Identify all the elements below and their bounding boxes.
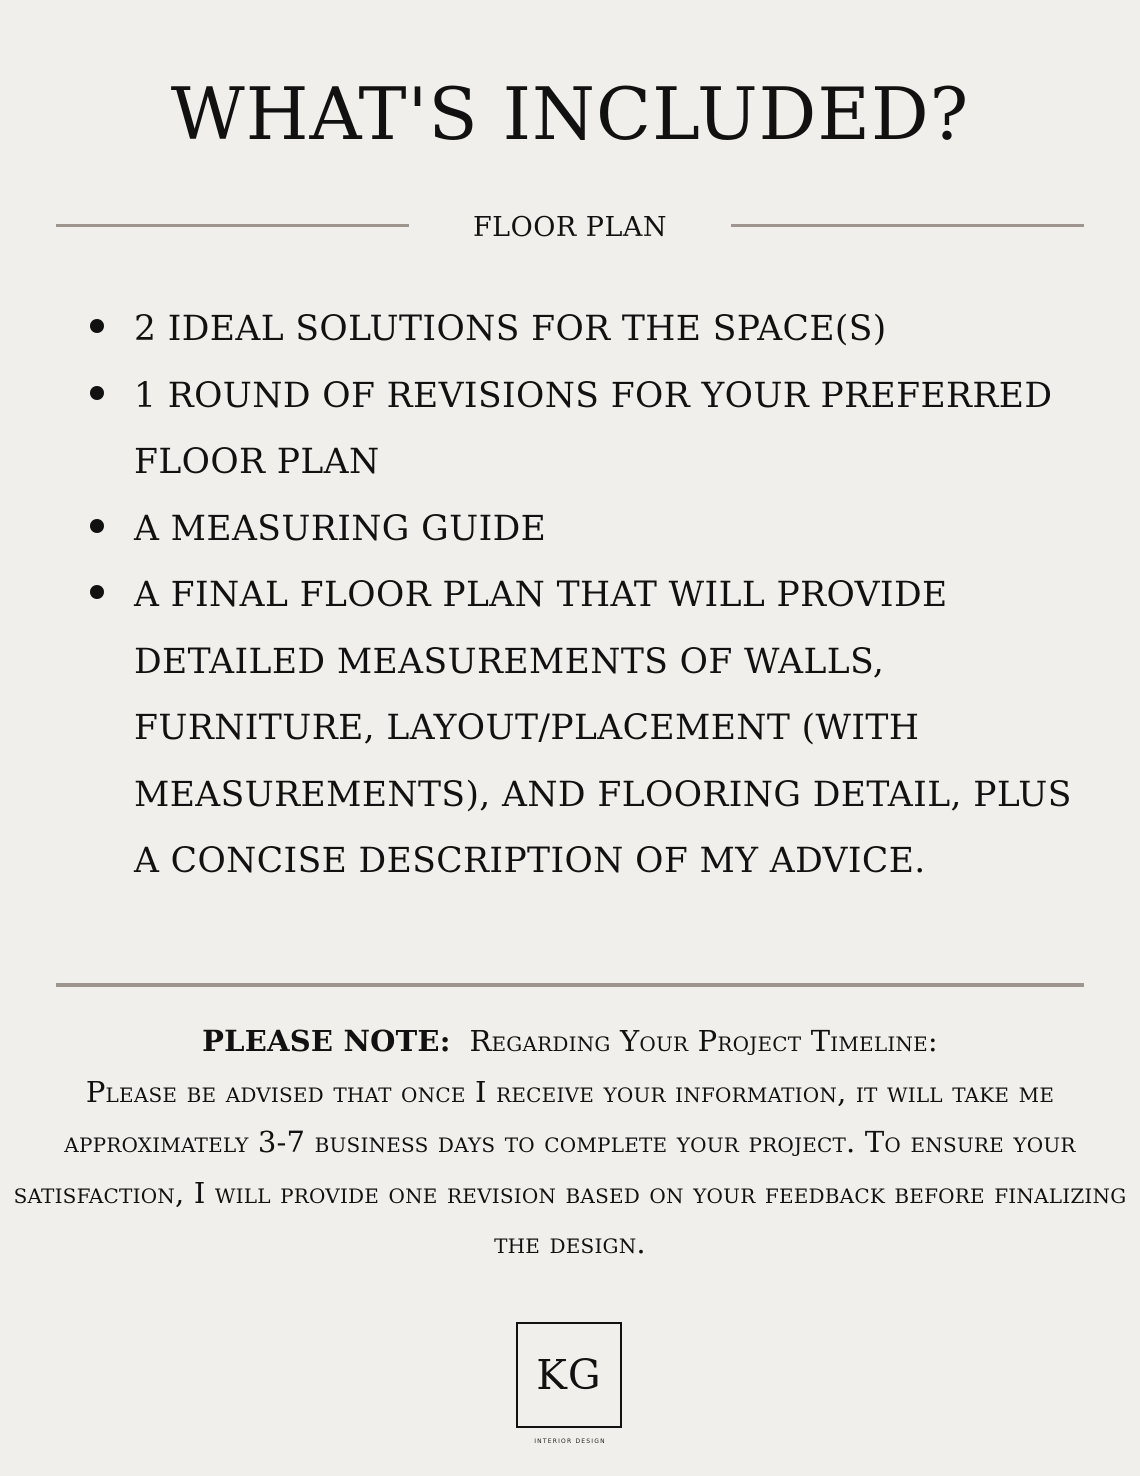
page-title: WHAT'S INCLUDED? [170,72,970,156]
bullet-icon [90,386,104,400]
section-header [56,207,1084,243]
list-item-text: A FINAL FLOOR PLAN THAT WILL PROVIDE DETAILED MEASUREMENTS OF WALLS, FURNITURE, LAYOUT/PLACEMENT (WITH MEASUREMENTS), AND FLOORING DETAIL, PLUS A CONCISE DESCRIPTION OF MY ADVICE. [134,575,1072,881]
bullet-icon [90,519,104,533]
note-heading: Regarding Your Project Timeline: [469,1024,938,1058]
section-divider-right [731,224,1084,227]
logo [516,1322,622,1428]
list-item [84,496,1094,563]
bullet-icon [90,585,104,599]
list-item [84,296,1094,363]
feature-list [84,296,1094,895]
bullet-icon [90,319,104,333]
section-label: FLOOR PLAN [472,212,668,243]
list-item-text: 2 IDEAL SOLUTIONS FOR THE SPACE(S) [134,309,887,349]
note-block [0,1016,1140,1269]
section-divider-left [56,224,409,227]
section-divider-bottom [56,983,1084,987]
list-item [84,363,1094,496]
list-item-text: 1 ROUND OF REVISIONS FOR YOUR PREFERRED FLOOR PLAN [134,375,1053,482]
logo-monogram: KG [536,1350,602,1399]
list-item-text: A MEASURING GUIDE [134,508,547,549]
logo-subtitle: INTERIOR DESIGN [534,1438,606,1445]
note-label: PLEASE NOTE: [202,1024,451,1058]
note-heading-line [0,1016,1140,1067]
note-body: Please be advised that once I receive your information, it will take me approximately 3-7 business days to complete your project. To ensure your satisfaction, I will provide one revision based on your feedback before finalizing the design. [13,1074,1127,1261]
list-item [84,562,1094,895]
